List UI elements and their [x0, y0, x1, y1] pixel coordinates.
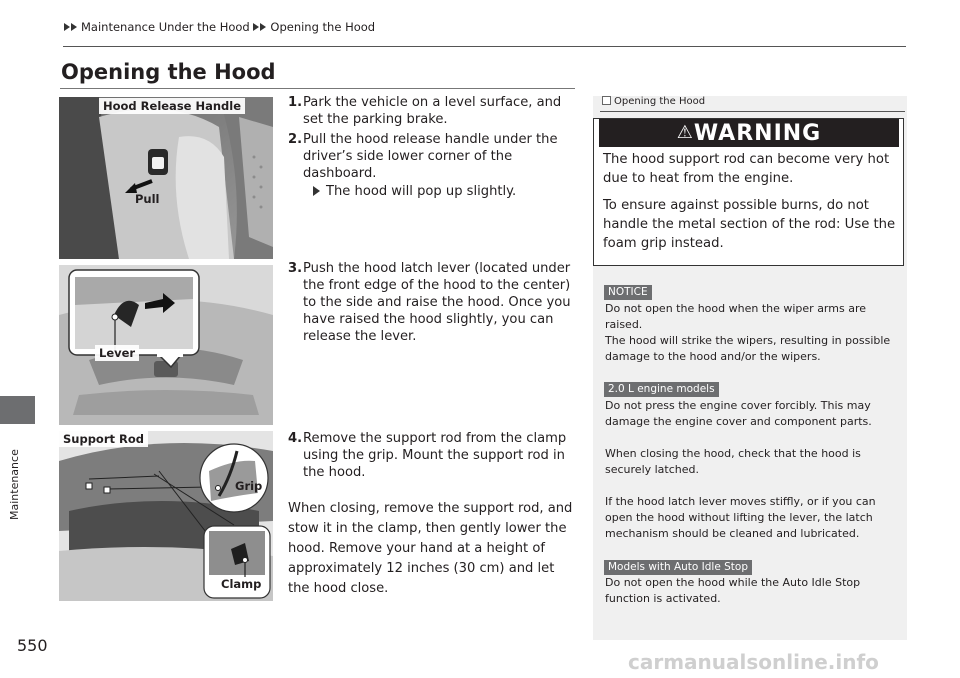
engine-models-badge: 2.0 L engine models	[604, 382, 719, 397]
hood-release-illustration	[59, 97, 273, 259]
latched-text: When closing the hood, check that the hood is securely latched.	[605, 447, 861, 476]
support-rod-callout: Support Rod	[59, 431, 148, 447]
closing-note: When closing, remove the support rod, and stow it in the clamp, then gently lower the hood. Remove your hand at a height of approximately 12 inches (30 cm) and let the hood close.	[288, 501, 573, 596]
warning-text: The hood support rod can become very hot due to heat from the engine. To ensure against possible burns, do not handle the metal section of the rod: Use the foam grip instead.	[603, 152, 896, 251]
chapter-label: Maintenance	[8, 449, 21, 520]
engine-cover-text: Do not press the engine cover forcibly. This may damage the engine cover and component parts.	[605, 399, 872, 428]
hood-latch-image	[59, 265, 273, 425]
panel-divider	[600, 111, 905, 112]
auto-idle-stop-badge: Models with Auto Idle Stop	[604, 560, 752, 575]
breadcrumb-arrow-icon	[253, 23, 259, 31]
hood-release-image	[59, 97, 273, 259]
breadcrumb-arrow-icon	[64, 23, 70, 31]
header-divider	[63, 46, 906, 47]
panel-heading: Opening the Hood	[602, 96, 705, 107]
breadcrumb-page[interactable]: Opening the Hood	[270, 20, 376, 34]
page-number: 550	[17, 636, 48, 655]
notice-badge: NOTICE	[604, 285, 652, 300]
auto-idle-stop-text: Do not open the hood while the Auto Idle Stop function is activated.	[605, 576, 861, 605]
step-4: 4. Remove the support rod from the clamp using the grip. Mount the support rod in the hood.	[288, 431, 567, 480]
step-2-result: The hood will pop up slightly.	[288, 183, 578, 200]
breadcrumb-arrow-icon	[260, 23, 266, 31]
clamp-callout: Clamp	[221, 577, 262, 591]
grip-callout: Grip	[235, 479, 263, 493]
hood-release-handle-callout: Hood Release Handle	[99, 98, 245, 114]
step-2: 2. Pull the hood release handle under the driver’s side lower corner of the dashboard. The hood will pop up slightly.	[288, 131, 578, 200]
notice-text-2: The hood will strike the wipers, resulting in possible damage to the hood and/or the wipers.	[605, 334, 891, 363]
support-rod-image	[59, 431, 273, 601]
watermark: carmanualsonline.info	[628, 650, 879, 674]
pull-callout: Pull	[135, 192, 160, 206]
notice-text-1: Do not open the hood when the wiper arms are raised.	[605, 302, 866, 331]
hood-latch-illustration	[59, 265, 273, 425]
title-divider	[60, 88, 575, 89]
warning-header: ⚠WARNING	[599, 119, 899, 147]
page-title: Opening the Hood	[61, 60, 276, 84]
warning-triangle-icon: ⚠	[676, 122, 694, 143]
stiff-lever-text: If the hood latch lever moves stiffly, or if you can open the hood without lifting the lever, the latch mechanism should be cleaned and lubricated.	[605, 495, 876, 540]
step-1: 1. Park the vehicle on a level surface, and set the parking brake.	[288, 95, 562, 127]
result-arrow-icon	[313, 186, 320, 196]
breadcrumb-section[interactable]: Maintenance Under the Hood	[81, 20, 250, 34]
chapter-tab	[0, 396, 35, 424]
breadcrumb	[64, 20, 375, 34]
lever-callout: Lever	[95, 345, 139, 361]
step-3: 3. Push the hood latch lever (located under the front edge of the hood to the center) to the side and raise the hood. Once you have raised the hood slightly, you can release the lever.	[288, 261, 571, 344]
breadcrumb-arrow-icon	[71, 23, 77, 31]
reference-box-icon	[602, 96, 611, 105]
